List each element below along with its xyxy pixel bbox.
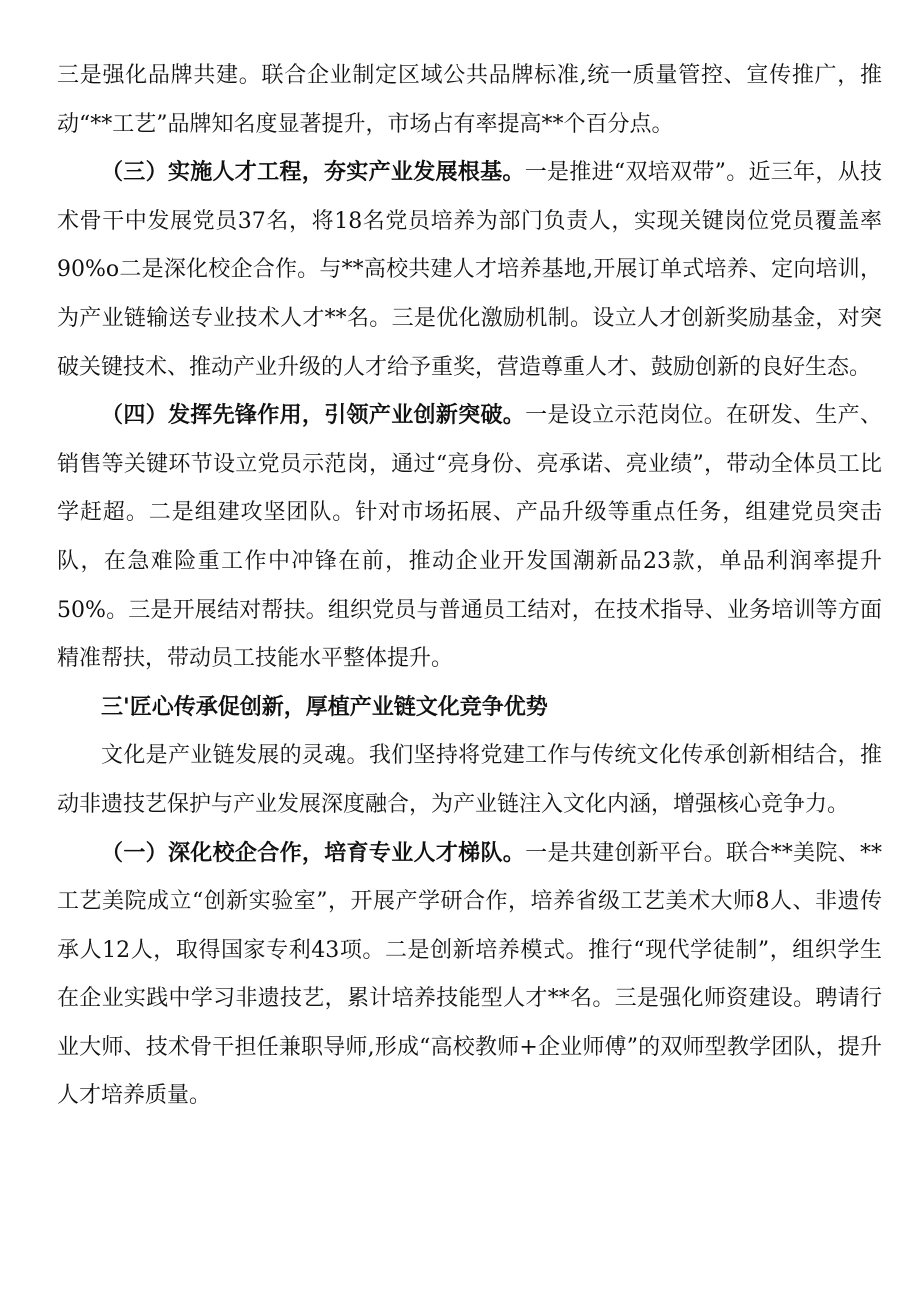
section-lead: （四）发挥先锋作用，引领产业创新突破。 (101, 403, 526, 429)
paragraph-text: 一是共建创新平台。联合**美院、**工艺美院成立“创新实验室”，开展产学研合作，培养省级工艺美术大师8人、非遗传承人12人，取得国家专利43项。二是创新培养模式。推行“现代学徒制”，组织学生在企业实践中学习非遗技艺，累计培养技能型人才**名。三是强化师资建设。聘请行业大师、技术骨干担任兼职导师,形成“高校教师+企业师傅”的双师型教学团队，提升人才培养质量。 (57, 840, 882, 1109)
paragraph-text: 一是设立示范岗位。在研发、生产、销售等关键环节设立党员示范岗，通过“亮身份、亮承诺、亮业绩”，带动全体员工比学赶超。二是组建攻坚团队。针对市场拓展、产品升级等重点任务，组建党员突击队，在急难险重工作中冲锋在前，推动企业开发国潮新品23款，单品利润率提升50%。三是开展结对帮扶。组织党员与普通员工结对，在技术指导、业务培训等方面精准帮扶，带动员工技能水平整体提升。 (57, 403, 882, 672)
section-lead: （三）实施人才工程，夯实产业发展根基。 (101, 160, 525, 186)
section-heading: 三'匠心传承促创新，厚植产业链文化竞争优势 (101, 694, 548, 720)
paragraph-text: 三是强化品牌共建。联合企业制定区域公共品牌标准,统一质量管控、宣传推广，推动“**工艺”品牌知名度显著提升，市场占有率提高**个百分点。 (57, 63, 882, 137)
paragraph-brand-building (57, 52, 882, 149)
paragraph-school-enterprise (57, 830, 882, 1122)
paragraph-text: 一是推进“双培双带”。近三年，从技术骨干中发展党员37名，将18名党员培养为部门负责人，实现关键岗位党员覆盖率90%o二是深化校企合作。与**高校共建人才培养基地,开展订单式培养、定向培训，为产业链输送专业技术人才**名。三是优化激励机制。设立人才创新奖励基金，对突破关键技术、推动产业升级的人才给予重奖，营造尊重人才、鼓励创新的良好生态。 (57, 160, 882, 380)
paragraph-text: 文化是产业链发展的灵魂。我们坚持将党建工作与传统文化传承创新相结合，推动非遗技艺保护与产业发展深度融合，为产业链注入文化内涵，增强核心竞争力。 (57, 743, 882, 817)
paragraph-pioneer-role (57, 392, 882, 684)
paragraph-culture-intro (57, 732, 882, 829)
section-lead: （一）深化校企合作，培育专业人才梯队。 (101, 840, 526, 866)
paragraph-talent-project (57, 149, 882, 392)
